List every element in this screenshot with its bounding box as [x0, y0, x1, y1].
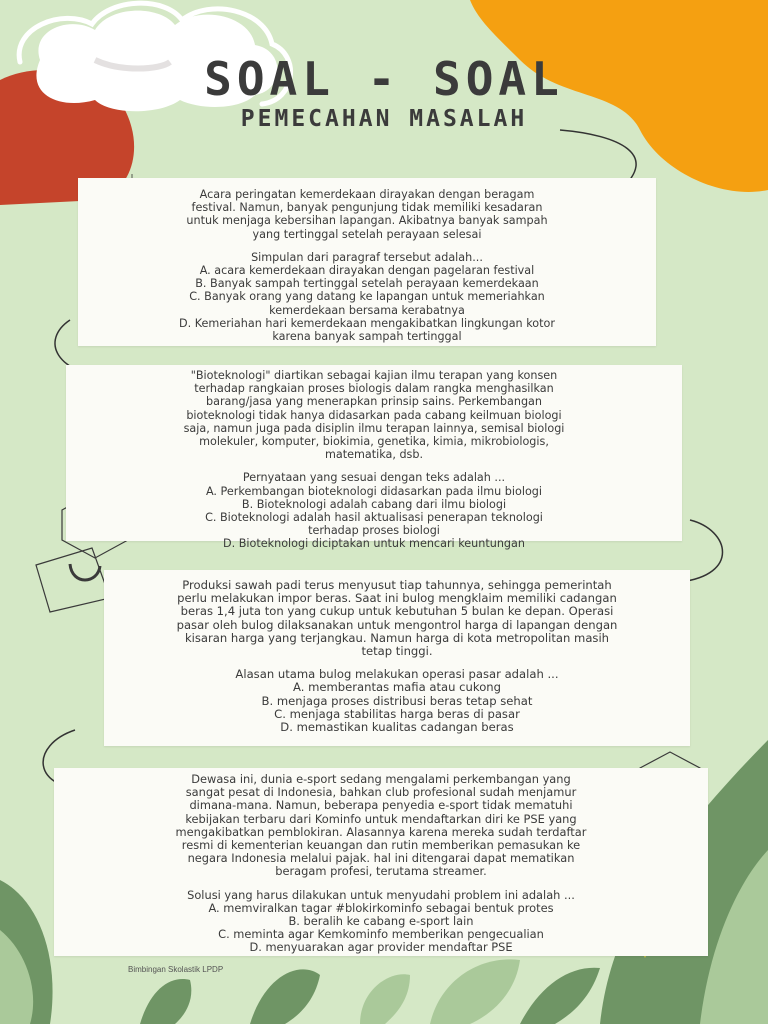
question-prompt: Alasan utama bulog melakukan operasi pasar adalah ...	[235, 667, 559, 682]
answer-option: B. Bioteknologi adalah cabang dari ilmu biologi	[241, 497, 507, 511]
answer-option: terhadap proses biologi	[308, 524, 440, 538]
answer-option: A. memviralkan tagar #blokirkominfo sebagai bentuk protes	[208, 900, 554, 915]
passage-line: negara Indonesia melalui pajak. hal ini ditengarai dapat mematikan	[187, 851, 575, 866]
answer-option: D. Bioteknologi diciptakan untuk mencari keuntungan	[223, 537, 525, 551]
answer-option: C. Bioteknologi adalah hasil aktualisasi penerapan teknologi	[205, 511, 543, 525]
answer-option: A. acara kemerdekaan dirayakan dengan pagelaran festival	[199, 264, 535, 278]
answer-option: A. Perkembangan bioteknologi didasarkan pada ilmu biologi	[205, 484, 543, 498]
passage-line: festival. Namun, banyak pengunjung tidak memiliki kesadaran	[191, 201, 543, 215]
passage-line: resmi di kementerian keuangan dan rutin memberikan pemasukan ke	[181, 838, 581, 853]
question-card-1	[78, 178, 656, 346]
footer-credit: Bimbingan Skolastik LPDP	[128, 965, 224, 974]
answer-option: D. menyuarakan agar provider mendaftar PSE	[249, 940, 513, 955]
answer-option: D. memastikan kualitas cadangan beras	[280, 720, 514, 735]
answer-option: B. menjaga proses distribusi beras tetap sehat	[261, 693, 533, 708]
passage-line: "Bioteknologi" diartikan sebagai kajian ilmu terapan yang konsen	[190, 369, 558, 382]
answer-option: D. Kemeriahan hari kemerdekaan mengakibatkan lingkungan kotor	[179, 316, 555, 330]
passage-line: untuk menjaga kebersihan lapangan. Akibatnya banyak sampah	[186, 214, 548, 228]
passage-line: beragam profesi, terutama streamer.	[275, 864, 487, 879]
passage-line: matematika, dsb.	[324, 448, 424, 462]
question-prompt: Pernyataan yang sesuai dengan teks adalah ...	[242, 471, 506, 485]
answer-option: A. memberantas mafia atau cukong	[292, 680, 501, 695]
answer-option: C. menjaga stabilitas harga beras di pasar	[274, 706, 520, 721]
question-card-4	[54, 768, 708, 956]
passage-line: tetap tinggi.	[361, 644, 433, 659]
question-card-3	[104, 570, 690, 746]
question-prompt: Solusi yang harus dilakukan untuk menyudahi problem ini adalah ...	[187, 887, 575, 902]
page-title: SOAL - SOAL	[204, 52, 564, 106]
answer-option: B. Banyak sampah tertinggal setelah perayaan kemerdekaan	[195, 277, 539, 291]
passage-line: molekuler, komputer, biokimia, genetika, kimia, mikrobiologis,	[199, 435, 549, 449]
answer-option: C. Banyak orang yang datang ke lapangan untuk memeriahkan	[189, 290, 545, 304]
passage-line: dimana-mana. Namun, beberapa penyedia e-sport tidak mematuhi	[189, 798, 573, 813]
passage-line: saja, namun juga pada disiplin ilmu terapan lainnya, semisal biologi	[183, 421, 565, 435]
passage-line: barang/jasa yang menerapkan prinsip sains. Perkembangan	[205, 395, 542, 409]
question-prompt: Simpulan dari paragraf tersebut adalah...	[251, 250, 483, 264]
square-smile-icon	[36, 548, 110, 612]
answer-option: kemerdekaan bersama kerabatnya	[269, 303, 465, 317]
passage-line: perlu melakukan impor beras. Saat ini bulog mengklaim memiliki cadangan	[177, 591, 617, 606]
passage-line: sangat pesat di Indonesia, bahkan club profesional sudah menjamur	[185, 785, 577, 800]
answer-option: B. beralih ke cabang e-sport lain	[288, 914, 474, 929]
page-subtitle: PEMECAHAN MASALAH	[240, 106, 528, 132]
passage-line: terhadap rangkaian proses biologis dalam rangka menghasilkan	[194, 382, 554, 396]
passage-line: kebijakan terbaru dari Kominfo untuk mendaftarkan diri ke PSE yang	[185, 811, 577, 826]
passage-line: bioteknologi tidak hanya didasarkan pada cabang keilmuan biologi	[186, 408, 562, 422]
passage-line: kisaran harga yang terjangkau. Namun harga di kota metropolitan masih	[184, 630, 610, 645]
passage-line: Produksi sawah padi terus menyusut tiap tahunnya, sehingga pemerintah	[182, 578, 612, 592]
question-card-2	[66, 365, 682, 551]
passage-line: Acara peringatan kemerdekaan dirayakan dengan beragam	[199, 188, 535, 201]
passage-line: pasar oleh bulog dilaksanakan untuk mengontrol harga di lapangan dengan	[176, 617, 618, 632]
passage-line: yang tertinggal setelah perayaan selesai	[252, 227, 482, 241]
passage-line: beras 1,4 juta ton yang cukup untuk kebutuhan 5 bulan ke depan. Operasi	[180, 604, 614, 619]
answer-option: C. meminta agar Kemkominfo memberikan pengecualian	[218, 927, 544, 942]
passage-line: Dewasa ini, dunia e-sport sedang mengalami perkembangan yang	[191, 772, 571, 786]
passage-line: mengakibatkan pemblokiran. Alasannya karena mereka sudah terdaftar	[175, 824, 587, 839]
answer-option: karena banyak sampah tertinggal	[272, 330, 462, 344]
